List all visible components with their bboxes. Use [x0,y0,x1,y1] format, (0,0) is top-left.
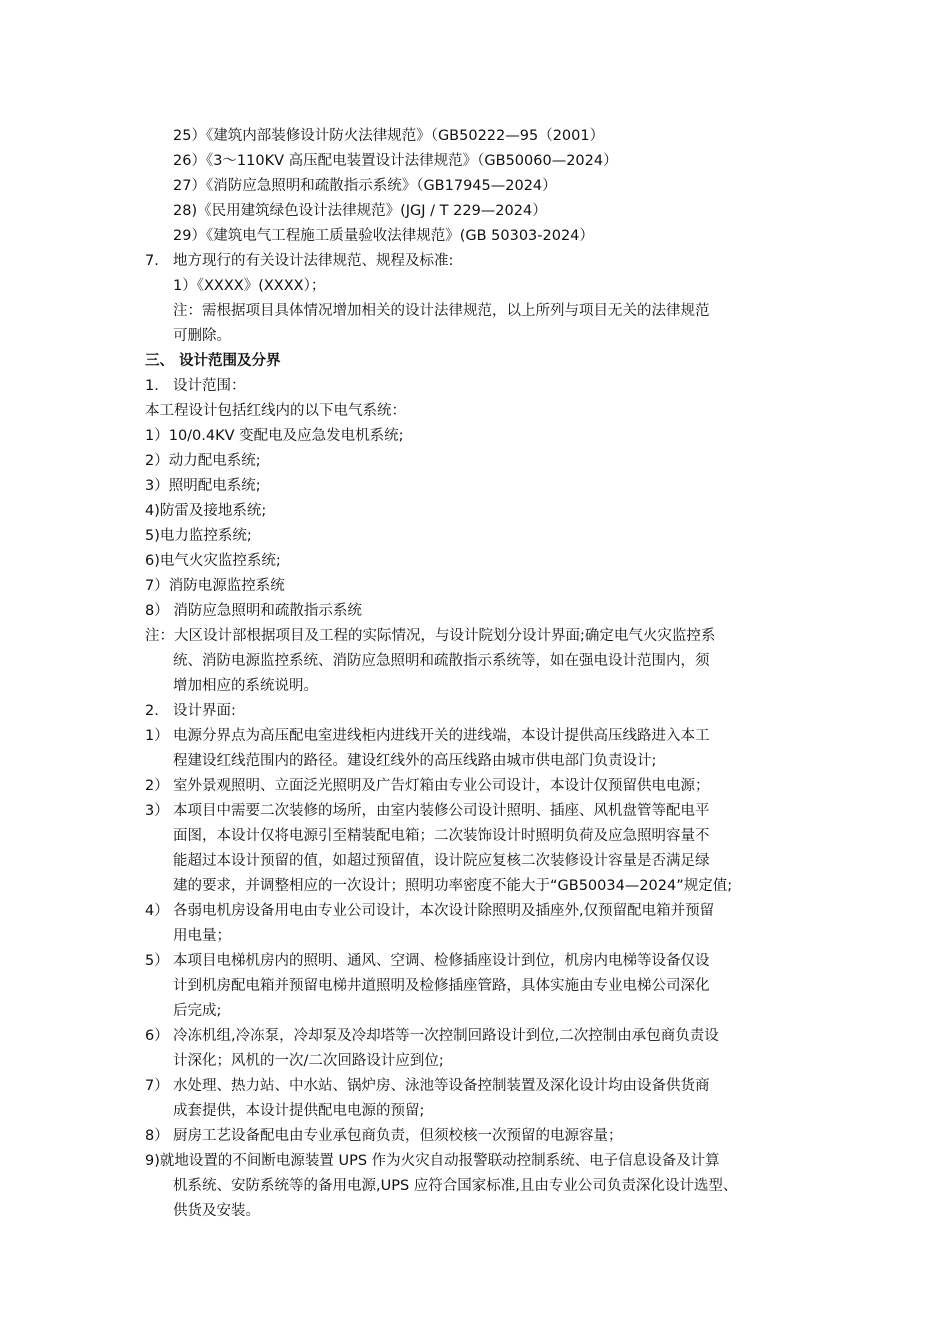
standard-item: 28)《民用建筑绿色设计法律规范》(JGJ / T 229—2024） [173,203,547,219]
list-text: 水处理、热力站、中水站、锅炉房、泳池等设备控制装置及深化设计均由设备供货商 [173,1078,710,1094]
list-text: 设计界面: [173,703,236,719]
list-number: 5） [145,953,169,969]
list-item-7 [145,251,453,271]
list-text: 供货及安装。 [173,1203,260,1219]
scope-item: 3）照明配电系统; [145,478,261,494]
scope-item: 1）10/0.4KV 变配电及应急发电机系统; [145,428,404,444]
standard-item: 25）《建筑内部装修设计防火法律规范》（GB50222—95（2001） [173,128,605,144]
paragraph: 本工程设计包括红线内的以下电气系统： [145,403,406,419]
list-text: 程建设红线范围内的路径。建设红线外的高压线路由城市供电部门负责设计; [173,753,657,769]
list-text: 各弱电机房设备用电由专业公司设计，本次设计除照明及插座外,仅预留配电箱并预留 [173,903,715,919]
interface-item [145,1076,710,1096]
interface-item [145,1126,623,1146]
interface-item [145,776,710,796]
interface-item [145,901,714,921]
standard-item: 27）《消防应急照明和疏散指示系统》（GB17945—2024） [173,178,557,194]
note-text: 增加相应的系统说明。 [173,678,318,694]
list-number: 1） [145,728,169,744]
list-number: 6） [145,1028,169,1044]
note-text: 统、消防电源监控系统、消防应急照明和疏散指示系统等，如在强电设计范围内，须 [173,653,710,669]
interface-item-9: 9)就地设置的不间断电源装置 UPS 作为火灾自动报警联动控制系统、电子信息设备及计算 [145,1153,720,1169]
list-text: 建的要求，并调整相应的一次设计；照明功率密度不能大于“GB50034—2024”规定值; [173,878,733,894]
scope-item: 2）动力配电系统; [145,453,261,469]
interface-item [145,1026,719,1046]
list-text: 室外景观照明、立面泛光照明及广告灯箱由专业公司设计，本设计仅预留供电电源； [173,778,710,794]
standard-item: 29）《建筑电气工程施工质量验收法律规范》(GB 50303-2024） [173,228,594,244]
scope-item: 4)防雷及接地系统; [145,503,267,519]
subsection-title [145,376,246,396]
list-text: 计到机房配电箱并预留电梯井道照明及检修插座管路，具体实施由专业电梯公司深化 [173,978,710,994]
standard-item: 26）《3～110KV 高压配电装置设计法律规范》（GB50060—2024） [173,153,618,169]
list-text: 机系统、安防系统等的备用电源,UPS 应符合国家标准,且由专业公司负责深化设计选型、 [173,1178,738,1194]
list-text: 本项目电梯机房内的照明、通风、空调、检修插座设计到位，机房内电梯等设备仅设 [173,953,710,969]
list-text: 厨房工艺设备配电由专业承包商负责，但须校核一次预留的电源容量； [173,1128,623,1144]
list-text: 设计范围： [173,378,246,394]
list-number: 8） [145,1128,169,1144]
list-text: 电源分界点为高压配电室进线柜内进线开关的进线端，本设计提供高压线路进入本工 [173,728,710,744]
list-text: 用电量； [173,928,231,944]
list-number: 2） [145,778,169,794]
list-text: 面图，本设计仅将电源引至精装配电箱；二次装饰设计时照明负荷及应急照明容量不 [173,828,710,844]
interface-item [145,951,710,971]
list-number: 7. [145,253,159,269]
list-text: 后完成; [173,1003,222,1019]
note-text: 注：需根据项目具体情况增加相关的设计法律规范，以上所列与项目无关的法律规范 [173,303,710,319]
list-number: 2. [145,703,159,719]
interface-item [145,801,710,821]
list-text: 地方现行的有关设计法律规范、规程及标准: [173,253,454,269]
scope-item: 8） 消防应急照明和疏散指示系统 [145,603,362,619]
scope-item: 6)电气火灾监控系统; [145,553,281,569]
scope-item: 5)电力监控系统; [145,528,252,544]
note-text: 可删除。 [173,328,231,344]
interface-item [145,726,710,746]
note-text: 注：大区设计部根据项目及工程的实际情况，与设计院划分设计界面;确定电气火灾监控系 [145,628,716,644]
scope-item: 7）消防电源监控系统 [145,578,285,594]
list-text: 冷冻机组,冷冻泵，冷却泵及冷却塔等一次控制回路设计到位,二次控制由承包商负责设 [173,1028,719,1044]
list-text: 能超过本设计预留的值，如超过预留值，设计院应复核二次装修设计容量是否满足绿 [173,853,710,869]
list-text: 本项目中需要二次装修的场所，由室内装修公司设计照明、插座、风机盘管等配电平 [173,803,710,819]
list-number: 4） [145,903,169,919]
section-heading: 三、 设计范围及分界 [145,353,281,369]
subsection-title [145,701,236,721]
list-text: 计深化；风机的一次/二次回路设计应到位; [173,1053,444,1069]
list-number: 7） [145,1078,169,1094]
list-number: 3） [145,803,169,819]
list-text: 成套提供，本设计提供配电电源的预留; [173,1103,425,1119]
sub-item: 1）《XXXX》(XXXX）； [173,278,326,294]
list-number: 1. [145,378,159,394]
